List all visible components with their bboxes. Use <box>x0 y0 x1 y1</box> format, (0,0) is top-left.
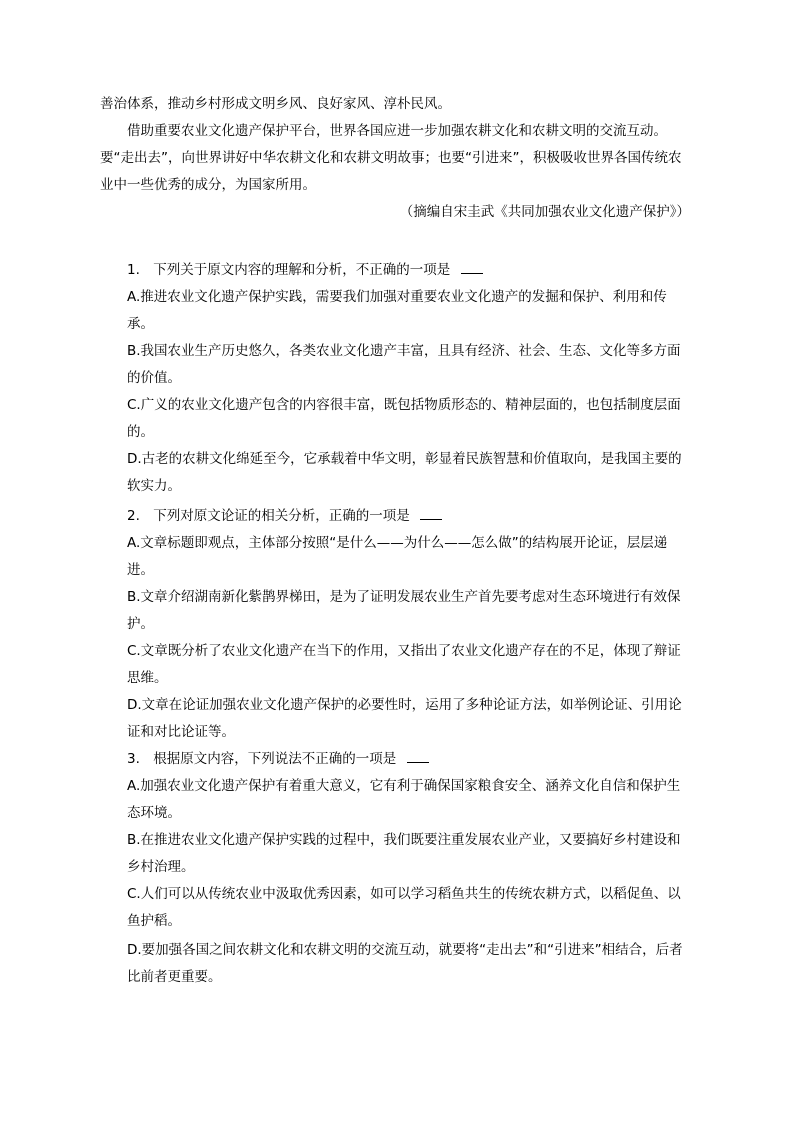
question-stem: 下列关于原文内容的理解和分析，不正确的一项是 <box>153 262 451 278</box>
passage-line-1: 善治体系，推动乡村形成文明乡风、良好家风、淳朴民风。 <box>100 96 451 112</box>
option-b: B.在推进农业文化遗产保护实践的过程中，我们既要注重发展农业产业，又要搞好乡村建设和乡村治理。 <box>127 832 681 875</box>
option-a: A.文章标题即观点，主体部分按照“是什么——为什么——怎么做”的结构展开论证，层层递进。 <box>127 535 668 578</box>
passage-paragraph-2: 借助重要农业文化遗产保护平台，世界各国应进一步加强农耕文化和农耕文明的交流互动。要“走出去”，向世界讲好中华农耕文化和农耕文明故事；也要“引进来”，积极吸收世界各国传统农业中一些优秀的成分，为国家所用。 <box>100 123 682 193</box>
option-c: C.人们可以从传统农业中汲取优秀因素，如可以学习稻鱼共生的传统农耕方式，以稻促鱼、以鱼护稻。 <box>127 886 681 929</box>
option-a: A.推进农业文化遗产保护实践，需要我们加强对重要农业文化遗产的发掘和保护、利用和传承。 <box>127 289 667 332</box>
option-a: A.加强农业文化遗产保护有着重大意义，它有利于确保国家粮食安全、涵养文化自信和保护生态环境。 <box>127 778 681 821</box>
question-number: 1. <box>127 262 140 278</box>
answer-blank[interactable] <box>407 748 429 763</box>
question-stem: 根据原文内容，下列说法不正确的一项是 <box>153 751 397 767</box>
option-d: D.古老的农耕文化绵延至今，它承载着中华文明，彰显着民族智慧和价值取向，是我国主要的软实力。 <box>127 451 682 494</box>
option-c: C.文章既分析了农业文化遗产在当下的作用，又指出了农业文化遗产存在的不足，体现了辩证思维。 <box>127 643 681 686</box>
option-c: C.广义的农业文化遗产包含的内容很丰富，既包括物质形态的、精神层面的，也包括制度层面的。 <box>127 397 681 440</box>
question-stem: 下列对原文论证的相关分析，正确的一项是 <box>153 508 410 524</box>
option-b: B.我国农业生产历史悠久，各类农业文化遗产丰富，且具有经济、社会、生态、文化等多方面的价值。 <box>127 343 681 386</box>
question-1 <box>127 257 697 284</box>
question-number: 2. <box>127 508 140 524</box>
question-3 <box>127 746 697 773</box>
option-b: B.文章介绍湖南新化紫鹊界梯田，是为了证明发展农业生产首先要考虑对生态环境进行有效保护。 <box>127 589 681 632</box>
option-d: D.要加强各国之间农耕文化和农耕文明的交流互动，就要将“走出去”和“引进来”相结合，后者比前者更重要。 <box>127 942 683 985</box>
question-number: 3. <box>127 751 140 767</box>
answer-blank[interactable] <box>420 505 442 520</box>
passage-source: （摘编自宋圭武《共同加强农业文化遗产保护》） <box>399 204 690 220</box>
answer-blank[interactable] <box>461 259 483 274</box>
option-d: D.文章在论证加强农业文化遗产保护的必要性时，运用了多种论证方法，如举例论证、引用论证和对比论证等。 <box>127 697 682 740</box>
question-2 <box>127 503 697 530</box>
